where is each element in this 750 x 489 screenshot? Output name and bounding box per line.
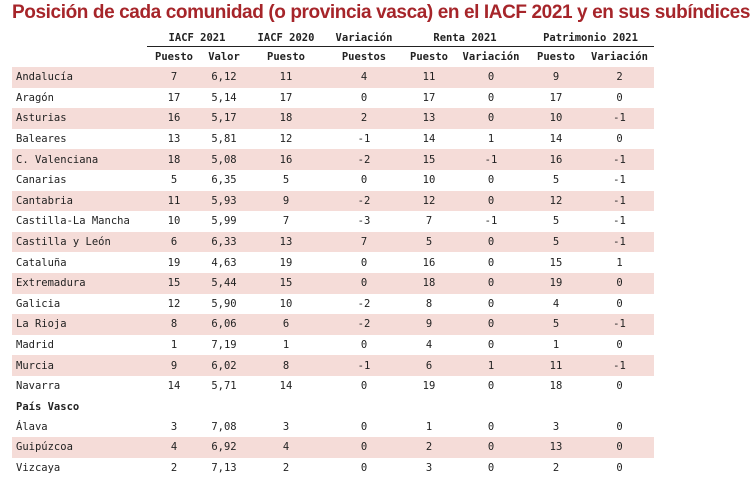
- cell-iacf2021-puesto: 16: [147, 108, 201, 129]
- cell-iacf2021-puesto: 18: [147, 149, 201, 170]
- cell-renta-puesto: 19: [422, 380, 436, 393]
- table-row: [12, 88, 654, 109]
- cell-iacf2021-puesto: 13: [167, 133, 181, 146]
- table-row: [12, 355, 654, 376]
- cell-patrimonio-puesto: 13: [527, 437, 585, 458]
- cell-variacion-puestos: 0: [360, 174, 368, 187]
- cell-renta-puesto: 4: [425, 339, 433, 352]
- cell-name: Guipúzcoa: [12, 437, 147, 458]
- subheader-variacion: Variación: [591, 51, 648, 63]
- cell-variacion-puestos: -1: [357, 133, 371, 146]
- cell-iacf2021-puesto: 9: [147, 355, 201, 376]
- ranking-table: [12, 29, 654, 478]
- cell-iacf2021-puesto: 19: [167, 256, 181, 269]
- cell-patrimonio-variacion: -1: [585, 191, 654, 212]
- cell-name: Galicia: [16, 297, 61, 310]
- subheader-puesto: Puesto: [155, 51, 193, 63]
- cell-iacf2020-puesto: 19: [279, 256, 293, 269]
- cell-name: C. Valenciana: [12, 149, 147, 170]
- cell-variacion-puestos: 0: [325, 437, 403, 458]
- cell-renta-puesto: 15: [403, 149, 455, 170]
- cell-renta-variacion: 0: [455, 437, 527, 458]
- cell-patrimonio-variacion: -1: [585, 149, 654, 170]
- cell-iacf2020-puesto: 6: [247, 314, 325, 335]
- cell-iacf2021-puesto: 1: [170, 339, 178, 352]
- table-row: [12, 129, 654, 150]
- cell-name: Cataluña: [16, 256, 67, 269]
- table-row: [12, 191, 654, 212]
- cell-patrimonio-variacion: -1: [585, 314, 654, 335]
- cell-iacf2021-valor: 5,08: [201, 149, 247, 170]
- cell-variacion-puestos: -1: [325, 355, 403, 376]
- cell-iacf2021-puesto: 17: [167, 91, 181, 104]
- cell-iacf2020-puesto: 16: [247, 149, 325, 170]
- cell-patrimonio-puesto: 16: [527, 149, 585, 170]
- cell-iacf2021-puesto: 15: [147, 273, 201, 294]
- cell-iacf2020-puesto: 14: [279, 380, 293, 393]
- cell-iacf2021-valor: 6,02: [201, 355, 247, 376]
- header-variacion: Variación: [325, 29, 403, 47]
- cell-iacf2020-puesto: 2: [282, 461, 290, 474]
- table-row: [12, 437, 654, 458]
- cell-variacion-puestos: 0: [360, 91, 368, 104]
- cell-renta-puesto: 1: [425, 420, 433, 433]
- cell-name: Extremadura: [12, 273, 147, 294]
- cell-patrimonio-puesto: 17: [549, 91, 563, 104]
- cell-iacf2021-valor: 5,90: [211, 297, 237, 310]
- cell-patrimonio-puesto: 5: [552, 215, 560, 228]
- cell-patrimonio-variacion: 0: [585, 273, 654, 294]
- table-row: [12, 273, 654, 294]
- table-row: [12, 211, 654, 232]
- cell-patrimonio-puesto: 10: [527, 108, 585, 129]
- cell-renta-puesto: 8: [425, 297, 433, 310]
- cell-iacf2021-valor: 5,14: [211, 91, 237, 104]
- cell-patrimonio-puesto: 1: [552, 339, 560, 352]
- cell-iacf2020-puesto: 3: [282, 420, 290, 433]
- cell-iacf2021-valor: 6,33: [201, 232, 247, 253]
- cell-patrimonio-variacion: -1: [585, 232, 654, 253]
- cell-name: Murcia: [12, 355, 147, 376]
- cell-renta-puesto: 2: [403, 437, 455, 458]
- cell-renta-puesto: 11: [403, 67, 455, 88]
- cell-iacf2020-puesto: 11: [247, 67, 325, 88]
- table-row: [12, 108, 654, 129]
- cell-name: Andalucía: [12, 67, 147, 88]
- cell-renta-variacion: 0: [455, 191, 527, 212]
- cell-name: Baleares: [16, 133, 67, 146]
- cell-patrimonio-puesto: 9: [527, 67, 585, 88]
- cell-iacf2020-puesto: 15: [247, 273, 325, 294]
- cell-renta-puesto: 7: [425, 215, 433, 228]
- cell-patrimonio-variacion: 1: [616, 256, 623, 269]
- subheader-puesto: Puesto: [267, 51, 305, 63]
- cell-iacf2021-puesto: 8: [147, 314, 201, 335]
- table-row: [12, 335, 654, 356]
- cell-iacf2021-valor: 7,13: [211, 461, 237, 474]
- table-row: [12, 417, 654, 438]
- cell-patrimonio-variacion: 0: [616, 380, 623, 393]
- cell-patrimonio-puesto: 2: [552, 461, 560, 474]
- cell-name: Cantabria: [12, 191, 147, 212]
- subheader-variacion: Variación: [462, 51, 520, 63]
- cell-renta-puesto: 14: [422, 133, 436, 146]
- cell-iacf2020-puesto: 18: [247, 108, 325, 129]
- subheader-valor: Valor: [208, 51, 240, 63]
- cell-variacion-puestos: 4: [325, 67, 403, 88]
- cell-variacion-puestos: 0: [360, 256, 368, 269]
- cell-renta-variacion: 0: [455, 314, 527, 335]
- header-iacf-2021: IACF 2021: [147, 29, 247, 47]
- cell-iacf2021-puesto: 3: [170, 420, 178, 433]
- table-row: [12, 232, 654, 253]
- cell-iacf2020-puesto: 4: [247, 437, 325, 458]
- cell-name: Asturias: [12, 108, 147, 129]
- header-iacf-2020: IACF 2020: [247, 29, 325, 47]
- cell-renta-variacion: 0: [455, 67, 527, 88]
- cell-iacf2021-puesto: 11: [147, 191, 201, 212]
- cell-iacf2020-puesto: 9: [247, 191, 325, 212]
- subheader-puesto: Puesto: [537, 51, 575, 63]
- cell-variacion-puestos: -3: [357, 215, 371, 228]
- cell-iacf2021-valor: 6,12: [201, 67, 247, 88]
- section-row: [12, 397, 654, 417]
- cell-variacion-puestos: 0: [360, 380, 368, 393]
- cell-variacion-puestos: -2: [325, 314, 403, 335]
- cell-variacion-puestos: 7: [325, 232, 403, 253]
- cell-patrimonio-puesto: 3: [552, 420, 560, 433]
- cell-renta-variacion: 0: [487, 380, 495, 393]
- cell-renta-variacion: 0: [487, 297, 495, 310]
- cell-variacion-puestos: 0: [360, 420, 368, 433]
- cell-iacf2021-puesto: 5: [170, 174, 178, 187]
- cell-renta-puesto: 3: [425, 461, 433, 474]
- cell-patrimonio-variacion: -1: [613, 174, 626, 187]
- cell-iacf2021-valor: 6,92: [201, 437, 247, 458]
- cell-name: Castilla y León: [12, 232, 147, 253]
- cell-renta-variacion: 0: [487, 91, 495, 104]
- header-empty: [12, 29, 147, 47]
- cell-iacf2021-valor: 5,17: [201, 108, 247, 129]
- cell-patrimonio-variacion: 0: [616, 339, 623, 352]
- cell-patrimonio-variacion: -1: [585, 108, 654, 129]
- cell-name: Madrid: [16, 339, 54, 352]
- cell-iacf2021-valor: 5,93: [201, 191, 247, 212]
- cell-iacf2021-puesto: 14: [167, 380, 181, 393]
- cell-renta-variacion: 0: [487, 339, 495, 352]
- cell-patrimonio-variacion: 2: [585, 67, 654, 88]
- cell-iacf2021-valor: 6,35: [211, 174, 237, 187]
- cell-iacf2021-puesto: 10: [167, 215, 181, 228]
- cell-renta-variacion: -1: [455, 149, 527, 170]
- table-row: [12, 67, 654, 88]
- cell-patrimonio-variacion: 0: [616, 461, 623, 474]
- cell-patrimonio-puesto: 14: [549, 133, 563, 146]
- cell-patrimonio-puesto: 4: [552, 297, 560, 310]
- cell-iacf2021-puesto: 6: [147, 232, 201, 253]
- cell-patrimonio-variacion: 0: [585, 437, 654, 458]
- cell-renta-variacion: 0: [487, 256, 495, 269]
- cell-name: La Rioja: [12, 314, 147, 335]
- cell-iacf2021-valor: 5,81: [211, 133, 237, 146]
- table-row: [12, 376, 654, 397]
- cell-patrimonio-variacion: 0: [616, 133, 623, 146]
- cell-iacf2020-puesto: 13: [247, 232, 325, 253]
- cell-renta-puesto: 16: [422, 256, 436, 269]
- cell-renta-puesto: 9: [403, 314, 455, 335]
- cell-renta-variacion: -1: [484, 215, 498, 228]
- header-renta-2021: Renta 2021: [403, 29, 527, 47]
- cell-renta-variacion: 0: [487, 461, 495, 474]
- table-row: [12, 458, 654, 479]
- cell-variacion-puestos: 2: [325, 108, 403, 129]
- cell-iacf2021-puesto: 4: [147, 437, 201, 458]
- cell-iacf2021-valor: 5,44: [201, 273, 247, 294]
- cell-patrimonio-variacion: -1: [585, 355, 654, 376]
- cell-iacf2020-puesto: 8: [247, 355, 325, 376]
- cell-iacf2021-valor: 7,19: [211, 339, 237, 352]
- cell-variacion-puestos: -2: [357, 297, 371, 310]
- cell-iacf2021-puesto: 12: [167, 297, 181, 310]
- subheader-puesto: Puesto: [410, 51, 448, 63]
- table-row: [12, 314, 654, 335]
- cell-iacf2020-puesto: 12: [279, 133, 293, 146]
- cell-variacion-puestos: -2: [325, 149, 403, 170]
- cell-renta-variacion: 0: [487, 420, 495, 433]
- cell-renta-puesto: 6: [403, 355, 455, 376]
- cell-patrimonio-puesto: 12: [527, 191, 585, 212]
- subheader-puestos: Puestos: [341, 51, 387, 63]
- cell-patrimonio-puesto: 19: [527, 273, 585, 294]
- cell-renta-variacion: 1: [487, 133, 495, 146]
- cell-renta-variacion: 1: [455, 355, 527, 376]
- cell-renta-puesto: 18: [403, 273, 455, 294]
- cell-renta-puesto: 12: [403, 191, 455, 212]
- cell-renta-variacion: 0: [455, 273, 527, 294]
- cell-iacf2020-puesto: 5: [282, 174, 290, 187]
- table-row: [12, 149, 654, 170]
- cell-renta-variacion: 0: [455, 232, 527, 253]
- cell-renta-variacion: 0: [455, 108, 527, 129]
- header-patrimonio-2021: Patrimonio 2021: [527, 29, 654, 47]
- cell-iacf2020-puesto: 17: [279, 91, 293, 104]
- cell-renta-puesto: 17: [422, 91, 436, 104]
- cell-patrimonio-puesto: 15: [549, 256, 563, 269]
- cell-name: Canarias: [16, 174, 67, 187]
- cell-variacion-puestos: -2: [325, 191, 403, 212]
- cell-iacf2020-puesto: 10: [279, 297, 293, 310]
- cell-variacion-puestos: 0: [325, 273, 403, 294]
- cell-patrimonio-puesto: 5: [552, 174, 560, 187]
- cell-patrimonio-variacion: -1: [613, 215, 626, 228]
- cell-renta-puesto: 13: [403, 108, 455, 129]
- cell-iacf2020-puesto: 7: [282, 215, 290, 228]
- cell-patrimonio-puesto: 11: [527, 355, 585, 376]
- cell-renta-puesto: 5: [403, 232, 455, 253]
- cell-patrimonio-variacion: 0: [616, 297, 623, 310]
- cell-name: Vizcaya: [16, 461, 61, 474]
- cell-iacf2021-valor: 6,06: [201, 314, 247, 335]
- cell-iacf2021-valor: 5,99: [211, 215, 237, 228]
- cell-variacion-puestos: 0: [360, 461, 368, 474]
- cell-iacf2021-valor: 4,63: [211, 256, 237, 269]
- cell-name: Aragón: [16, 91, 54, 104]
- section-label: País Vasco: [16, 400, 80, 413]
- cell-patrimonio-puesto: 18: [549, 380, 563, 393]
- cell-renta-variacion: 0: [487, 174, 495, 187]
- cell-name: Álava: [16, 420, 48, 433]
- subheader-empty: [12, 47, 147, 68]
- cell-iacf2021-puesto: 7: [147, 67, 201, 88]
- cell-name: Castilla-La Mancha: [16, 215, 130, 228]
- cell-variacion-puestos: 0: [360, 339, 368, 352]
- table-row: [12, 252, 654, 273]
- cell-name: Navarra: [16, 380, 61, 393]
- cell-renta-puesto: 10: [422, 174, 436, 187]
- table-row: [12, 170, 654, 191]
- cell-patrimonio-puesto: 5: [527, 232, 585, 253]
- cell-patrimonio-variacion: 0: [616, 420, 623, 433]
- page-title: Posición de cada comunidad (o provincia vasca) en el IACF 2021 y en sus subíndices: [12, 2, 750, 23]
- table-row: [12, 294, 654, 315]
- cell-patrimonio-puesto: 5: [527, 314, 585, 335]
- cell-iacf2021-puesto: 2: [170, 461, 178, 474]
- cell-patrimonio-variacion: 0: [616, 91, 623, 104]
- cell-iacf2021-valor: 7,08: [211, 420, 237, 433]
- cell-iacf2020-puesto: 1: [282, 339, 290, 352]
- cell-iacf2021-valor: 5,71: [211, 380, 237, 393]
